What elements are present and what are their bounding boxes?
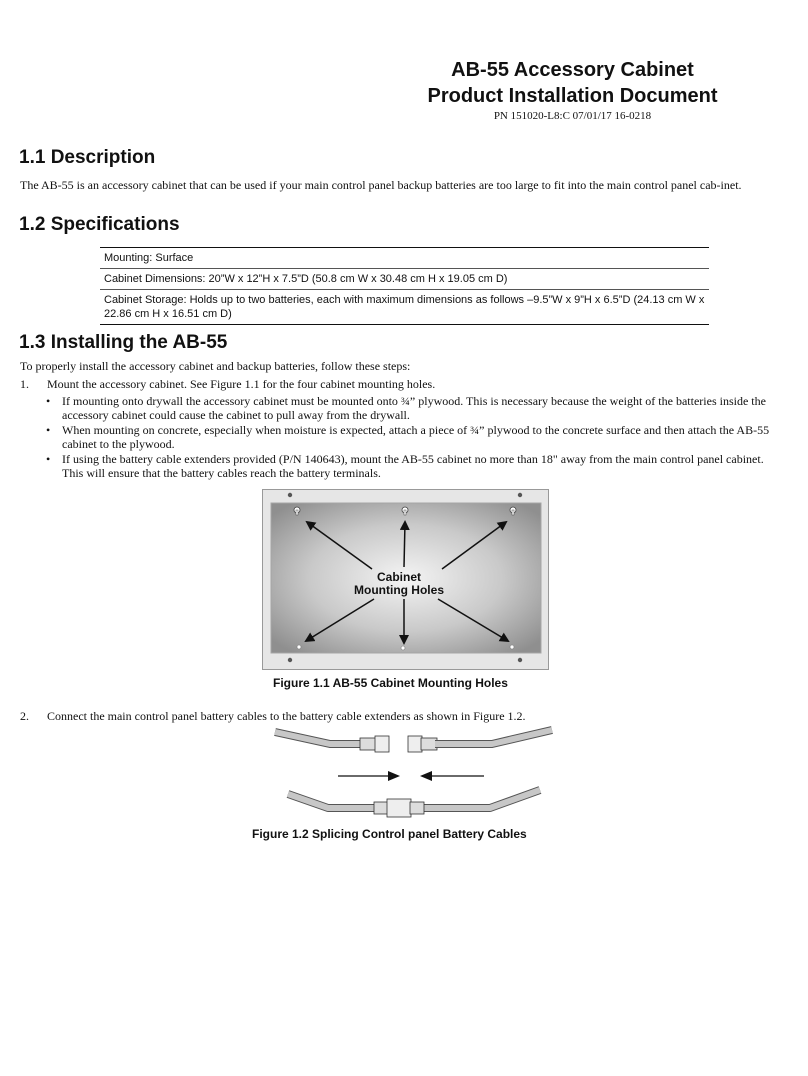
bullet-dot: • [46,394,51,408]
bullet-dot: • [46,452,51,466]
bullet-concrete-text: When mounting on concrete, especially when moisture is expected, attach a piece of ¾” plywood to the concrete surface and then attach the AB-55 cabinet to the plywood. [62,423,770,451]
screw-icon [518,658,522,662]
figure-1-1-caption: Figure 1.1 AB-55 Cabinet Mounting Holes [273,676,508,690]
document-title-line1: AB-55 Accessory Cabinet [451,59,694,81]
screw-icon [288,658,292,662]
installing-intro: To properly install the accessory cabinet and backup batteries, follow these steps: [20,359,411,373]
cable-right-icon [408,730,552,752]
figure-label-line1: Cabinet [376,570,422,584]
figure-label-line2: Mounting Holes [354,583,444,597]
step-1-text: Mount the accessory cabinet. See Figure 1.1 for the four cabinet mounting holes. [47,377,436,391]
spec-row-mounting: Mounting: Surface [104,252,194,264]
step-2-number: 2. [20,709,29,723]
bullet-dot: • [46,423,51,437]
heading-installing: 1.3 Installing the AB-55 [19,332,228,353]
spec-row-dimensions: Cabinet Dimensions: 20”W x 12”H x 7.5”D (50.8 cm W x 30.48 cm H x 19.05 cm D) [100,268,709,289]
cable-joined-icon [288,790,540,817]
figure-1-2-cable-splice [270,726,560,820]
part-number: PN 151020-L8:C 07/01/17 16-0218 [493,110,652,122]
cable-left-icon [275,732,389,752]
bullet-drywall [46,394,786,422]
mounting-hole-icon [401,646,405,650]
step-1-number: 1. [20,377,29,391]
heading-specifications: 1.2 Specifications [19,214,180,235]
description-text: The AB-55 is an accessory cabinet that can be used if your main control panel backup batteries are too large to fit into the main control panel cab-inet. [20,178,742,192]
arrow-icon [404,522,405,567]
document-title-line2: Product Installation Document [427,85,718,107]
step-2-text: Connect the main control panel battery cables to the battery cable extenders as shown in Figure 1.2. [47,709,526,723]
spec-table [100,247,709,325]
screw-icon [518,493,522,497]
figure-1-2-caption: Figure 1.2 Splicing Control panel Battery Cables [252,827,527,841]
bullet-extenders [46,452,786,480]
bullet-concrete [46,423,786,451]
spec-row-storage: Cabinet Storage: Holds up to two batteries, each with maximum dimensions as follows –9.5”W x 9”H x 6.5”D (24.13 cm W x 22.86 cm H x 16.51 cm D) [100,289,709,324]
mounting-hole-icon [297,645,301,649]
bullet-extenders-text: If using the battery cable extenders provided (P/N 140643), mount the AB-55 cabinet no more than 18" away from the main control panel cabinet. This will ensure that the battery cables reach the battery terminals. [62,452,764,480]
heading-description: 1.1 Description [19,147,156,168]
screw-icon [288,493,292,497]
mounting-hole-icon [510,645,514,649]
bullet-drywall-text: If mounting onto drywall the accessory cabinet must be mounted onto ¾” plywood. This is necessary because the weight of the batteries inside the accessory cabinet could cause the cabinet to pull away from the drywall. [62,394,766,422]
figure-1-1-cabinet [262,489,549,670]
